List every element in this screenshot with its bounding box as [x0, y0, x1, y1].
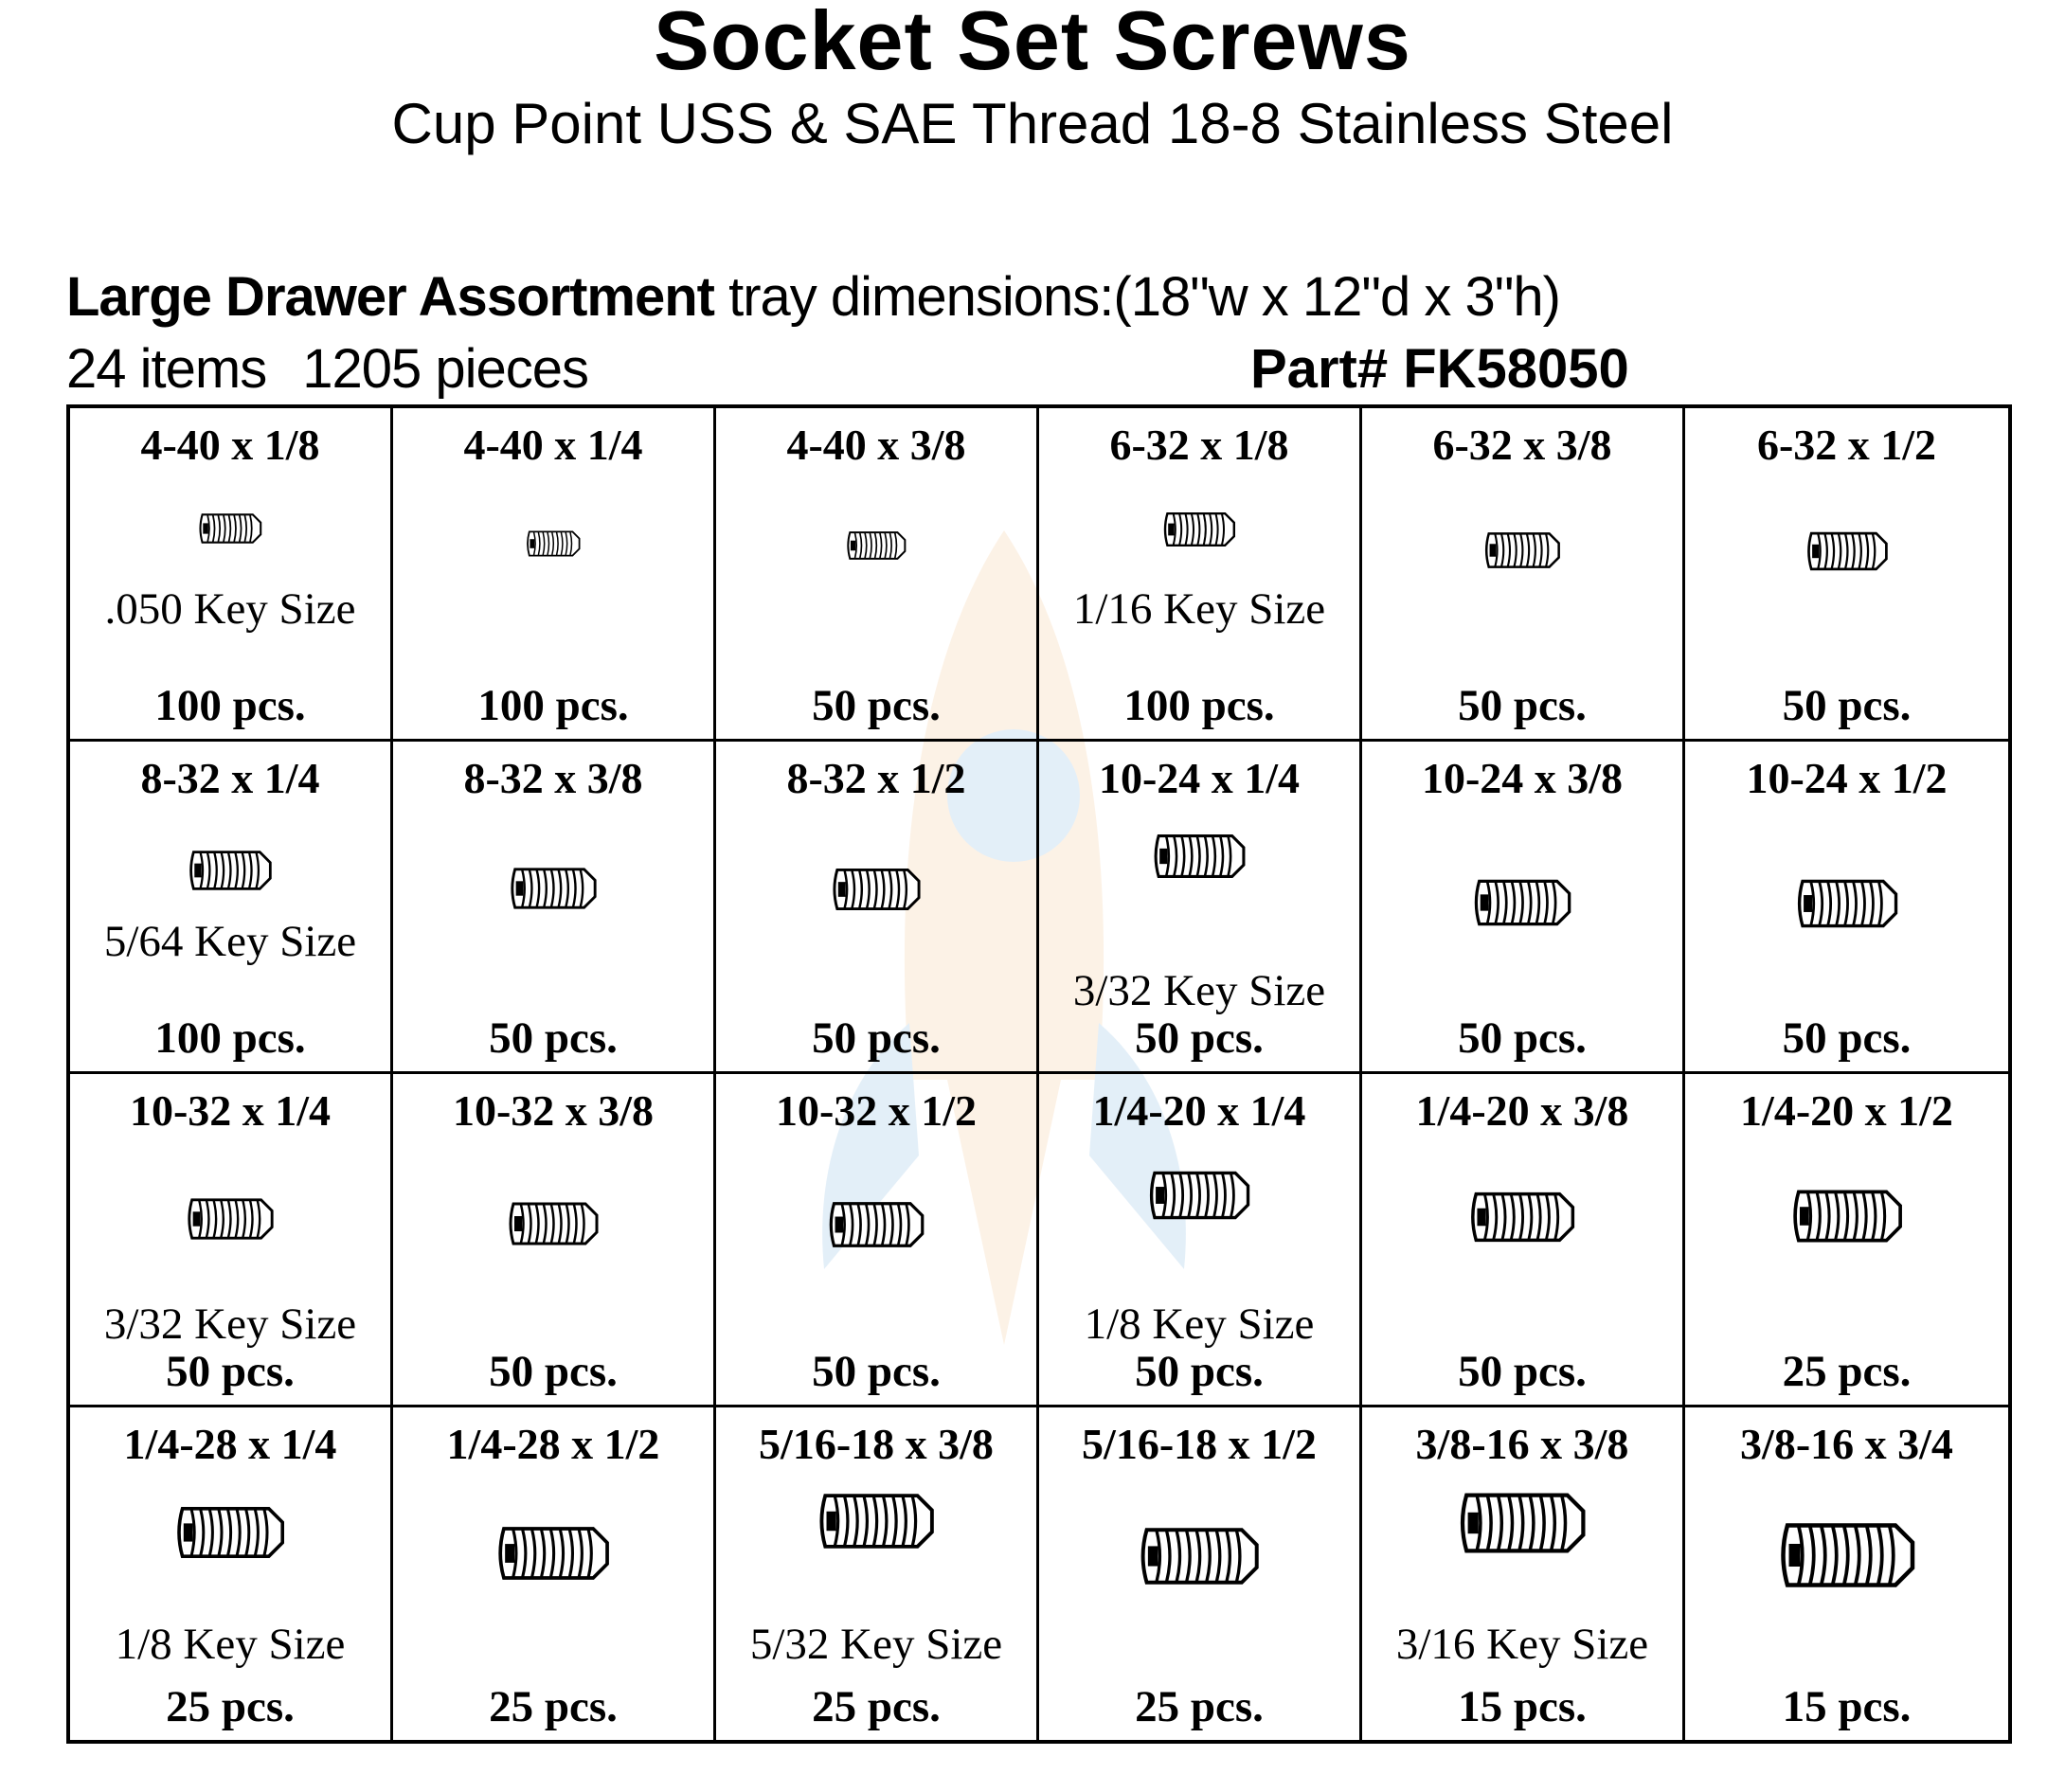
set-screw-icon [494, 1521, 612, 1586]
drawer-compartment [70, 1074, 393, 1407]
drawer-compartment [70, 742, 393, 1075]
screw-size-label: 4-40 x 1/8 [140, 421, 320, 469]
key-size-label: .050 Key Size [104, 583, 356, 634]
drawer-compartment [716, 742, 1039, 1075]
screw-size-label: 10-32 x 3/8 [452, 1086, 655, 1135]
piece-quantity: 25 pcs. [166, 1682, 295, 1731]
set-screw-icon [816, 1487, 937, 1555]
screw-size-label: 3/8-16 x 3/4 [1740, 1419, 1953, 1468]
screw-size-label: 3/8-16 x 3/8 [1415, 1419, 1629, 1468]
set-screw-icon [1151, 831, 1248, 882]
drawer-compartment [1685, 408, 2008, 742]
key-size-label: 1/8 Key Size [115, 1620, 346, 1669]
set-screw-icon [1794, 876, 1900, 931]
piece-quantity: 15 pcs. [1782, 1682, 1912, 1731]
page-title: Socket Set Screws [654, 0, 1411, 87]
screw-size-label: 1/4-20 x 1/2 [1740, 1086, 1953, 1135]
drawer-compartment [716, 408, 1039, 742]
set-screw-icon [1456, 1483, 1589, 1563]
set-screw-icon [1789, 1186, 1905, 1246]
screw-size-label: 10-24 x 1/2 [1746, 753, 1948, 802]
screw-size-label: 8-32 x 1/4 [140, 753, 320, 802]
screw-size-label: 1/4-20 x 1/4 [1092, 1086, 1306, 1135]
piece-quantity: 50 pcs. [812, 1013, 941, 1063]
drawer-compartment [70, 408, 393, 742]
drawer-compartment [1039, 742, 1362, 1075]
key-size-label: 5/64 Key Size [103, 917, 357, 966]
drawer-compartment [393, 1407, 716, 1741]
set-screw-icon [826, 1199, 926, 1250]
key-size-label: 3/32 Key Size [1072, 966, 1326, 1015]
piece-quantity: 25 pcs. [1782, 1346, 1912, 1396]
drawer-compartment [393, 742, 716, 1075]
screw-size-label: 10-24 x 1/4 [1098, 753, 1301, 802]
drawer-compartment [1362, 742, 1685, 1075]
key-size-label: 3/16 Key Size [1395, 1620, 1649, 1669]
drawer-compartment [1039, 1074, 1362, 1407]
drawer-compartment [716, 1074, 1039, 1407]
piece-quantity: 50 pcs. [166, 1346, 295, 1396]
piece-quantity: 100 pcs. [477, 680, 629, 730]
piece-quantity: 50 pcs. [812, 680, 941, 730]
piece-quantity: 50 pcs. [1135, 1013, 1264, 1063]
key-size-label: 1/16 Key Size [1072, 583, 1326, 634]
assortment-grid [66, 404, 2012, 1744]
set-screw-icon [187, 848, 274, 893]
set-screw-icon [197, 511, 263, 547]
assortment-name: Large Drawer Assortment [66, 266, 714, 328]
key-size-label: 1/8 Key Size [1084, 1299, 1315, 1349]
piece-quantity: 50 pcs. [1135, 1346, 1264, 1396]
screw-size-label: 6-32 x 3/8 [1432, 421, 1612, 469]
piece-quantity: 100 pcs. [1123, 680, 1275, 730]
screw-size-label: 1/4-28 x 1/2 [446, 1419, 660, 1468]
set-screw-icon [1137, 1521, 1262, 1591]
set-screw-icon [185, 1195, 276, 1243]
screw-size-label: 8-32 x 1/2 [786, 753, 966, 802]
piece-quantity: 50 pcs. [1458, 1346, 1587, 1396]
set-screw-icon [1471, 876, 1573, 929]
piece-quantity: 100 pcs. [154, 680, 306, 730]
screw-size-label: 5/16-18 x 1/2 [1082, 1419, 1317, 1468]
set-screw-icon [1467, 1188, 1577, 1246]
tray-dimensions: tray dimensions:(18"w x 12"d x 3"h) [728, 266, 1560, 328]
screw-size-label: 10-32 x 1/4 [129, 1086, 332, 1135]
key-size-label: 5/32 Key Size [749, 1620, 1003, 1669]
drawer-compartment [1685, 742, 2008, 1075]
piece-quantity: 25 pcs. [812, 1682, 941, 1731]
set-screw-icon [525, 529, 582, 558]
assortment-line [66, 265, 1560, 329]
assortment-counts [66, 337, 588, 401]
part-number: Part# FK58050 [1250, 338, 1629, 400]
screw-size-label: 8-32 x 3/8 [463, 753, 643, 802]
screw-size-label: 6-32 x 1/2 [1756, 421, 1937, 469]
screw-size-label: 10-24 x 3/8 [1421, 753, 1624, 802]
drawer-compartment [393, 1074, 716, 1407]
piece-quantity: 25 pcs. [489, 1682, 618, 1731]
screw-size-label: 5/16-18 x 3/8 [759, 1419, 994, 1468]
drawer-compartment [1039, 408, 1362, 742]
drawer-compartment [1362, 408, 1685, 742]
drawer-compartment [393, 408, 716, 742]
drawer-compartment [70, 1407, 393, 1741]
screw-size-label: 6-32 x 1/8 [1109, 421, 1289, 469]
screw-size-label: 10-32 x 1/2 [775, 1086, 978, 1135]
drawer-compartment [1685, 1407, 2008, 1741]
piece-quantity: 25 pcs. [1135, 1682, 1264, 1731]
set-screw-icon [1146, 1167, 1252, 1224]
piece-quantity: 50 pcs. [1782, 680, 1912, 730]
set-screw-icon [1805, 529, 1890, 573]
screw-size-label: 1/4-20 x 3/8 [1415, 1086, 1629, 1135]
piece-quantity: 50 pcs. [489, 1346, 618, 1396]
drawer-compartment [716, 1407, 1039, 1741]
key-size-label: 3/32 Key Size [103, 1299, 357, 1349]
drawer-compartment [1685, 1074, 2008, 1407]
set-screw-icon [830, 865, 923, 914]
set-screw-icon [506, 1199, 601, 1248]
set-screw-icon [508, 865, 599, 912]
piece-quantity: 50 pcs. [1782, 1013, 1912, 1063]
set-screw-icon [1482, 529, 1562, 571]
set-screw-icon [845, 529, 907, 562]
piece-quantity: 100 pcs. [154, 1013, 306, 1063]
drawer-compartment [1039, 1407, 1362, 1741]
page-subtitle: Cup Point USS & SAE Thread 18-8 Stainless Steel [391, 92, 1674, 155]
piece-quantity: 50 pcs. [489, 1013, 618, 1063]
screw-size-label: 1/4-28 x 1/4 [123, 1419, 337, 1468]
piece-quantity: 50 pcs. [1458, 680, 1587, 730]
piece-quantity: 15 pcs. [1458, 1682, 1587, 1731]
piece-quantity: 50 pcs. [812, 1346, 941, 1396]
drawer-compartment [1362, 1407, 1685, 1741]
drawer-compartment [1362, 1074, 1685, 1407]
set-screw-icon [173, 1502, 287, 1563]
piece-quantity: 50 pcs. [1458, 1013, 1587, 1063]
piece-count: 1205 pieces [302, 338, 589, 400]
set-screw-icon [1161, 511, 1237, 548]
item-count: 24 items [66, 338, 267, 400]
set-screw-icon [1776, 1514, 1918, 1597]
screw-size-label: 4-40 x 1/4 [463, 421, 643, 469]
screw-size-label: 4-40 x 3/8 [786, 421, 966, 469]
